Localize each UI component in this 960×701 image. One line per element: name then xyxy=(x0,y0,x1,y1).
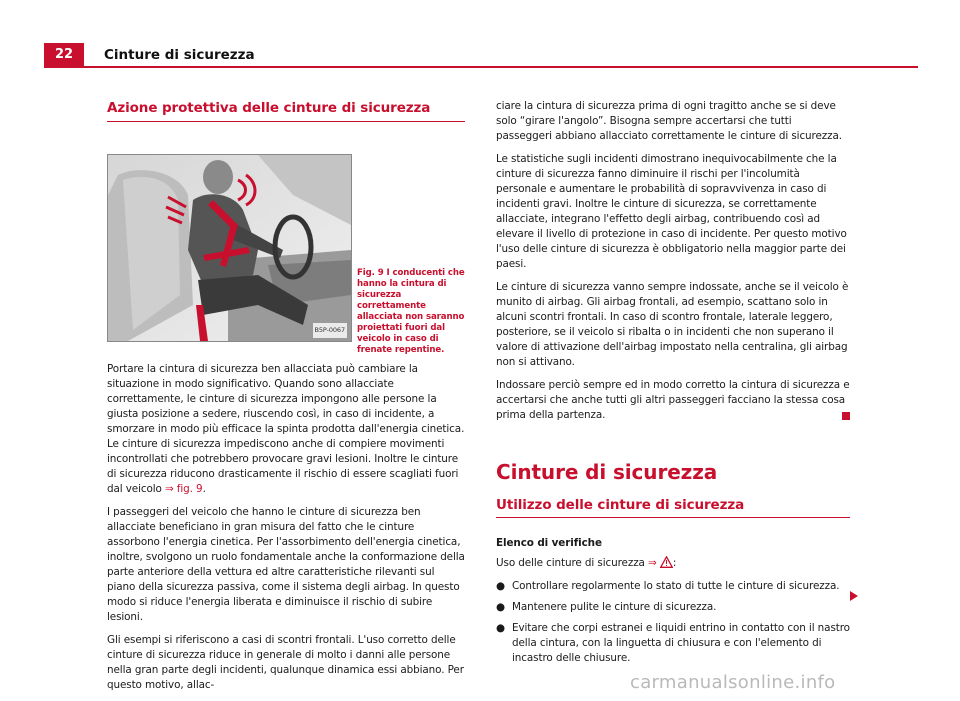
left-column xyxy=(107,99,465,701)
page-number-badge: 22 xyxy=(44,43,84,67)
driver-seatbelt-illustration xyxy=(108,155,351,341)
figure-image xyxy=(107,154,352,342)
paragraph: I passeggeri del veicolo che hanno le cinture di sicurezza ben allacciate beneficiano in gran misura del fatto che le cinture assorbono l'energia cinetica. Per l'assorbimento dell'energia cinetica, inoltre, svolgono un ruolo fondamentale anche la conformazione della parte anteriore della vettura ed altre caratteristiche rilevanti sul piano della sicurezza passiva, come il sistema degli airbag. In questo modo si riduce l'energia liberata e diminuisce il rischio di subire lesioni. xyxy=(107,506,465,623)
right-column xyxy=(496,99,850,672)
bullet-icon: ● xyxy=(496,580,505,592)
figure-reference-link[interactable]: ⇒ fig. 9 xyxy=(165,483,203,495)
subsection-title: Utilizzo delle cinture di sicurezza xyxy=(496,498,850,518)
checklist-title: Elenco di verifiche xyxy=(496,537,602,549)
bullet-icon: ● xyxy=(496,622,505,634)
watermark: carmanualsonline.info xyxy=(630,672,836,693)
list-item: ● Mantenere pulite le cinture di sicurezza. xyxy=(496,601,717,613)
paragraph: ciare la cintura di sicurezza prima di ogni tragitto anche se si deve solo “girare l'angolo”. Bisogna sempre accertarsi che tutti passeggeri abbiano allacciato correttamente le cinture di sicurezza. xyxy=(496,100,842,142)
section-end-mark xyxy=(842,412,850,420)
paragraph: Portare la cintura di sicurezza ben allacciata può cambiare la situazione in modo significativo. Quando sono allacciate correttamente, le cinture di sicurezza impongono alle persone la giusta posizione a sedere, riuscendo così, in caso di incidente, a smorzare in modo più efficace la spinta prodotta dall'energia cinetica. Le cinture di sicurezza impediscono anche di compiere movimenti incontrollati che potrebbero provocare gravi lesioni. Inoltre le cinture di sicurezza riducono drasticamente il rischio di essere scagliati fuori dal veicolo ⇒ fig. 9. xyxy=(107,363,465,495)
header-rule xyxy=(44,66,918,68)
figure-caption: Fig. 9 I conducenti che hanno la cintura di sicurezza correttamente allacciata non saranno proiettati fuori dal veicolo in caso di frenate repentine. xyxy=(357,268,465,355)
section-title: Azione protettiva delle cinture di sicurezza xyxy=(107,99,465,122)
header-title: Cinture di sicurezza xyxy=(104,47,255,63)
bullet-icon: ● xyxy=(496,601,505,613)
checklist-intro: Uso delle cinture di sicurezza ⇒ : xyxy=(496,557,677,569)
warning-reference-link[interactable]: ⇒ xyxy=(648,557,673,569)
figure-code: B5P-0067 xyxy=(313,323,347,338)
warning-triangle-icon xyxy=(660,556,673,568)
paragraph: Indossare perciò sempre ed in modo corretto la cintura di sicurezza e accertarsi che anche tutti gli altri passeggeri facciano la stessa cosa prima della partenza. xyxy=(496,379,850,421)
chapter-title: Cinture di sicurezza xyxy=(496,460,718,484)
left-body xyxy=(107,362,465,693)
list-item: ● Evitare che corpi estranei e liquidi entrino in contatto con il nastro della cintura, con la linguetta di chiusura e con l'elemento di incastro delle chiusure. xyxy=(496,622,850,664)
paragraph: Le cinture di sicurezza vanno sempre indossate, anche se il veicolo è munito di airbag. Gli airbag frontali, ad esempio, scattano solo in alcuni scontri frontali. In caso di scontro frontale, laterale leggero, posteriore, se il veicolo si ribalta o in incidenti che non superano il valore di attivazione dell'airbag impostato nella centralina, gli airbag non si attivano. xyxy=(496,281,849,368)
list-item: ● Controllare regolarmente lo stato di tutte le cinture di sicurezza. xyxy=(496,580,840,592)
continue-arrow-icon xyxy=(850,591,858,601)
paragraph: Le statistiche sugli incidenti dimostrano inequivocabilmente che la cinture di sicurezza fanno diminuire il rischi per l'incolumità personale e aumentare le probabilità di sopravvivenza in caso di incidenti gravi. Inoltre le cinture di sicurezza, se correttamente allacciate, integrano l'effetto degli airbag, contribuendo così ad elevare il livello di protezione in caso di incidente. Per questo motivo l'uso delle cinture di sicurezza è obbligatorio nella maggior parte dei paesi. xyxy=(496,153,847,270)
paragraph: Gli esempi si riferiscono a casi di scontri frontali. L'uso corretto delle cinture di sicurezza riduce in generale di molto i danni alle persone nella gran parte degli incidenti, qualunque dinamica essi abbiano. Per questo motivo, allac- xyxy=(107,634,464,691)
figure-9 xyxy=(107,130,465,355)
